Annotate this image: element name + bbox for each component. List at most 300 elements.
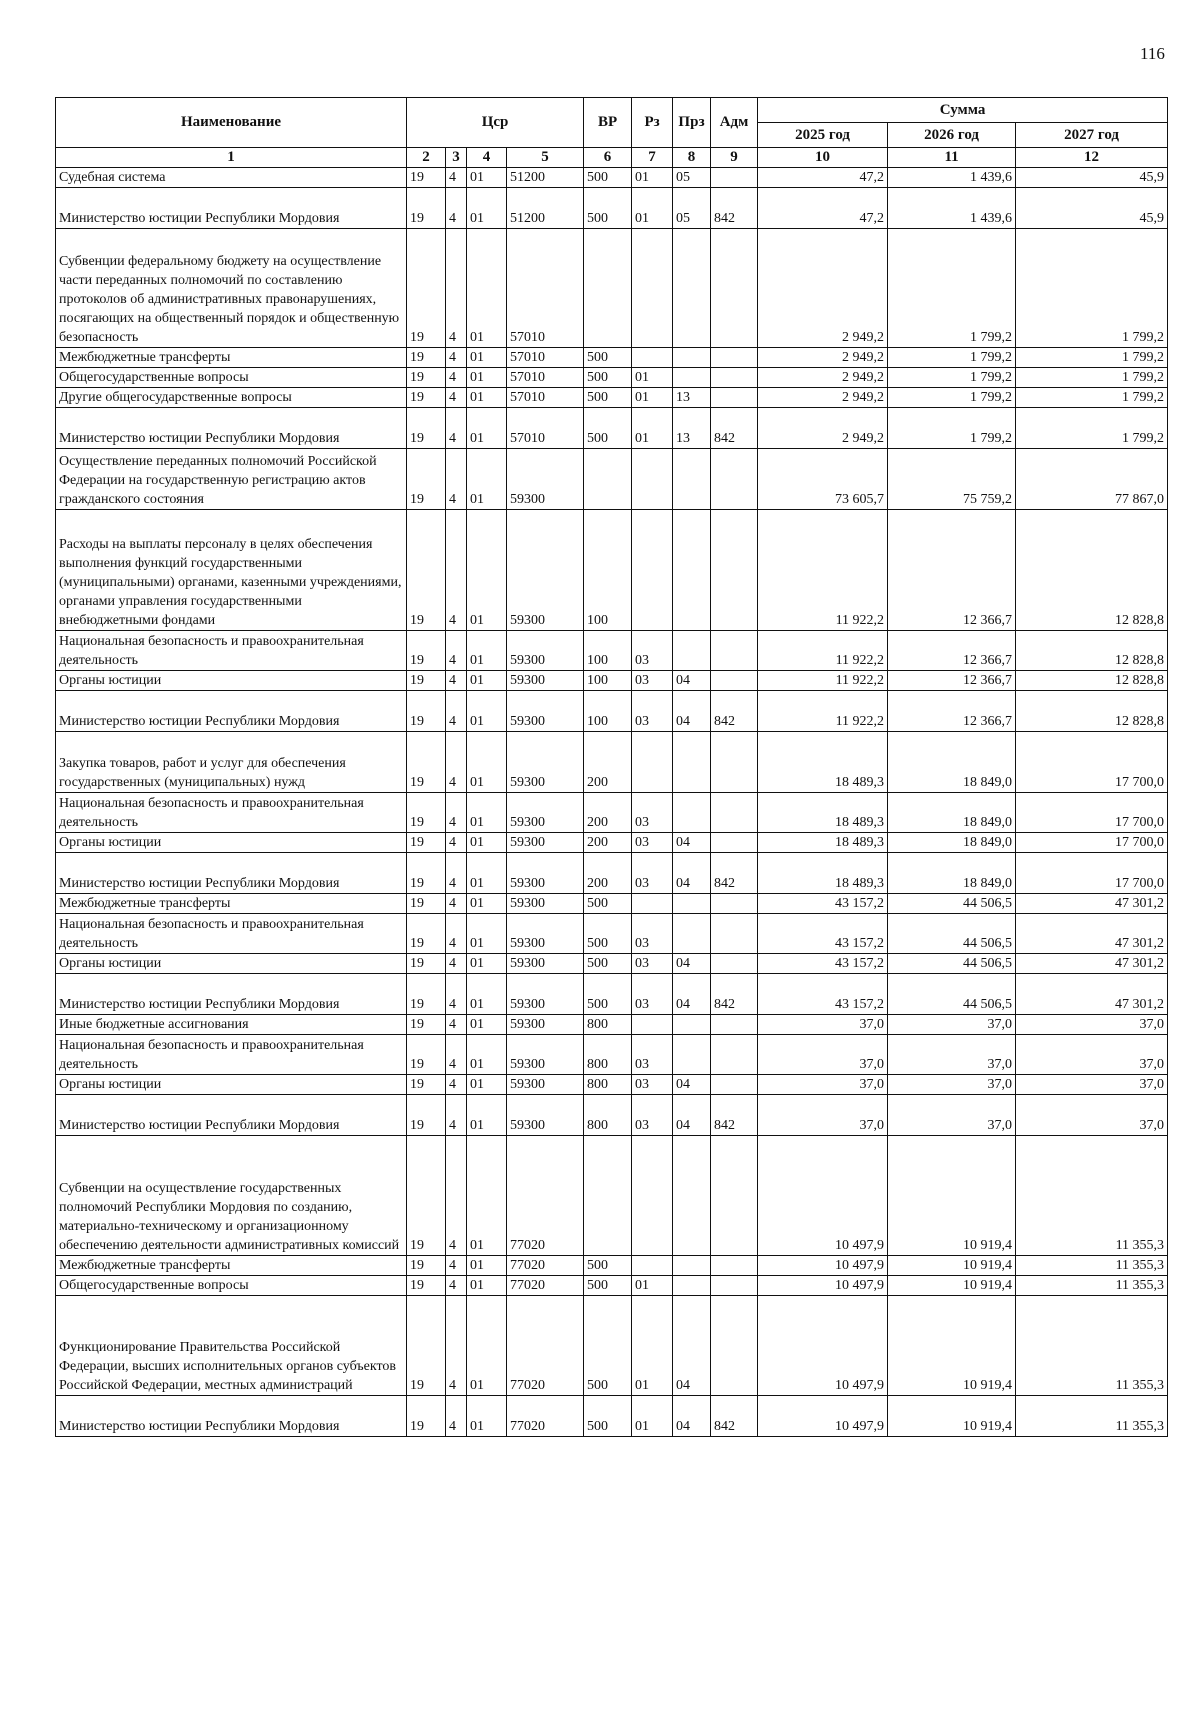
row-sum-2026: 75 759,2 — [888, 449, 1016, 510]
table-row — [56, 974, 1168, 1015]
row-adm — [711, 671, 758, 691]
row-name: Общегосударственные вопросы — [56, 368, 407, 388]
row-code-3: 4 — [446, 671, 467, 691]
row-rz: 03 — [632, 1075, 673, 1095]
row-prz: 04 — [673, 1396, 711, 1437]
row-vr: 100 — [584, 631, 632, 671]
row-adm — [711, 954, 758, 974]
row-name: Межбюджетные трансферты — [56, 1256, 407, 1276]
row-vr: 200 — [584, 793, 632, 833]
row-vr: 100 — [584, 691, 632, 732]
row-vr: 800 — [584, 1075, 632, 1095]
row-sum-2026: 1 439,6 — [888, 188, 1016, 229]
row-sum-2026: 1 439,6 — [888, 168, 1016, 188]
row-name: Национальная безопасность и правоохранительная деятельность — [56, 1035, 407, 1075]
row-code-3: 4 — [446, 449, 467, 510]
row-rz — [632, 449, 673, 510]
row-sum-2027: 47 301,2 — [1016, 894, 1168, 914]
row-code-5: 57010 — [507, 229, 584, 348]
row-sum-2026: 18 849,0 — [888, 833, 1016, 853]
row-rz — [632, 894, 673, 914]
row-code-4: 01 — [467, 1296, 507, 1396]
row-sum-2025: 37,0 — [758, 1075, 888, 1095]
row-code-2: 19 — [407, 954, 446, 974]
row-sum-2027: 47 301,2 — [1016, 974, 1168, 1015]
row-name: Общегосударственные вопросы — [56, 1276, 407, 1296]
row-sum-2027: 45,9 — [1016, 188, 1168, 229]
row-adm — [711, 1075, 758, 1095]
row-adm — [711, 388, 758, 408]
row-prz: 05 — [673, 188, 711, 229]
row-vr: 500 — [584, 348, 632, 368]
row-sum-2027: 37,0 — [1016, 1095, 1168, 1136]
col-number: 4 — [467, 148, 507, 168]
row-vr: 500 — [584, 188, 632, 229]
row-code-2: 19 — [407, 168, 446, 188]
table-row — [56, 793, 1168, 833]
header-year-2025: 2025 год — [758, 123, 888, 148]
row-code-5: 59300 — [507, 914, 584, 954]
row-vr: 500 — [584, 914, 632, 954]
row-sum-2026: 1 799,2 — [888, 229, 1016, 348]
row-sum-2026: 12 366,7 — [888, 691, 1016, 732]
row-code-4: 01 — [467, 510, 507, 631]
row-sum-2027: 1 799,2 — [1016, 408, 1168, 449]
row-code-4: 01 — [467, 954, 507, 974]
row-prz — [673, 1136, 711, 1256]
row-code-3: 4 — [446, 793, 467, 833]
row-sum-2025: 10 497,9 — [758, 1276, 888, 1296]
row-sum-2026: 10 919,4 — [888, 1396, 1016, 1437]
row-name: Закупка товаров, работ и услуг для обеспечения государственных (муниципальных) нужд — [56, 732, 407, 793]
row-sum-2026: 10 919,4 — [888, 1276, 1016, 1296]
row-code-5: 59300 — [507, 1035, 584, 1075]
row-code-3: 4 — [446, 691, 467, 732]
table-row — [56, 833, 1168, 853]
row-rz: 01 — [632, 188, 673, 229]
row-code-4: 01 — [467, 1256, 507, 1276]
column-number-row — [56, 148, 1168, 168]
row-code-4: 01 — [467, 1015, 507, 1035]
header-year-2027: 2027 год — [1016, 123, 1168, 148]
row-sum-2025: 2 949,2 — [758, 368, 888, 388]
row-code-4: 01 — [467, 168, 507, 188]
budget-table — [55, 97, 1168, 1437]
row-rz — [632, 1256, 673, 1276]
row-sum-2026: 37,0 — [888, 1035, 1016, 1075]
row-code-2: 19 — [407, 408, 446, 449]
row-code-3: 4 — [446, 1075, 467, 1095]
row-name: Субвенции федеральному бюджету на осуществление части переданных полномочий по составлению протоколов об административных правонарушениях, посягающих на общественный порядок и общественную безопасность — [56, 229, 407, 348]
row-code-5: 57010 — [507, 348, 584, 368]
row-sum-2027: 11 355,3 — [1016, 1256, 1168, 1276]
row-code-3: 4 — [446, 732, 467, 793]
row-rz: 03 — [632, 691, 673, 732]
row-sum-2025: 11 922,2 — [758, 631, 888, 671]
row-sum-2027: 17 700,0 — [1016, 853, 1168, 894]
row-sum-2027: 77 867,0 — [1016, 449, 1168, 510]
row-vr: 500 — [584, 1276, 632, 1296]
row-code-2: 19 — [407, 510, 446, 631]
table-row — [56, 853, 1168, 894]
row-sum-2025: 10 497,9 — [758, 1136, 888, 1256]
row-prz — [673, 1015, 711, 1035]
row-sum-2026: 44 506,5 — [888, 914, 1016, 954]
row-name: Министерство юстиции Республики Мордовия — [56, 853, 407, 894]
row-adm — [711, 168, 758, 188]
table-row — [56, 368, 1168, 388]
row-prz: 04 — [673, 671, 711, 691]
table-row — [56, 449, 1168, 510]
table-row — [56, 1095, 1168, 1136]
row-sum-2027: 1 799,2 — [1016, 368, 1168, 388]
row-code-5: 59300 — [507, 691, 584, 732]
row-code-3: 4 — [446, 974, 467, 1015]
row-code-5: 59300 — [507, 894, 584, 914]
col-number: 2 — [407, 148, 446, 168]
row-code-2: 19 — [407, 1296, 446, 1396]
row-prz — [673, 1276, 711, 1296]
row-adm — [711, 449, 758, 510]
row-prz — [673, 894, 711, 914]
row-adm — [711, 793, 758, 833]
row-sum-2027: 37,0 — [1016, 1035, 1168, 1075]
row-code-5: 77020 — [507, 1396, 584, 1437]
table-row — [56, 691, 1168, 732]
row-code-2: 19 — [407, 1256, 446, 1276]
row-rz: 01 — [632, 408, 673, 449]
row-code-2: 19 — [407, 1396, 446, 1437]
row-rz — [632, 510, 673, 631]
row-sum-2027: 17 700,0 — [1016, 732, 1168, 793]
row-code-4: 01 — [467, 732, 507, 793]
row-adm — [711, 631, 758, 671]
row-code-2: 19 — [407, 974, 446, 1015]
row-sum-2025: 43 157,2 — [758, 974, 888, 1015]
row-vr: 500 — [584, 408, 632, 449]
row-code-5: 57010 — [507, 408, 584, 449]
row-sum-2025: 73 605,7 — [758, 449, 888, 510]
col-number: 6 — [584, 148, 632, 168]
row-prz: 13 — [673, 408, 711, 449]
row-sum-2025: 37,0 — [758, 1015, 888, 1035]
row-code-5: 59300 — [507, 1095, 584, 1136]
row-code-3: 4 — [446, 894, 467, 914]
row-code-5: 51200 — [507, 188, 584, 229]
row-sum-2026: 12 366,7 — [888, 631, 1016, 671]
row-prz — [673, 1256, 711, 1276]
row-code-5: 77020 — [507, 1256, 584, 1276]
table-row — [56, 954, 1168, 974]
row-code-2: 19 — [407, 229, 446, 348]
row-code-3: 4 — [446, 853, 467, 894]
row-name: Министерство юстиции Республики Мордовия — [56, 1095, 407, 1136]
table-row — [56, 1256, 1168, 1276]
row-code-4: 01 — [467, 914, 507, 954]
row-name: Другие общегосударственные вопросы — [56, 388, 407, 408]
row-rz: 03 — [632, 833, 673, 853]
row-name: Национальная безопасность и правоохранительная деятельность — [56, 793, 407, 833]
row-vr: 500 — [584, 974, 632, 1015]
row-code-2: 19 — [407, 1276, 446, 1296]
table-row — [56, 1035, 1168, 1075]
row-prz — [673, 348, 711, 368]
row-code-2: 19 — [407, 833, 446, 853]
row-prz: 04 — [673, 1095, 711, 1136]
row-adm — [711, 229, 758, 348]
row-sum-2027: 12 828,8 — [1016, 510, 1168, 631]
row-vr: 500 — [584, 368, 632, 388]
row-name: Иные бюджетные ассигнования — [56, 1015, 407, 1035]
row-code-4: 01 — [467, 631, 507, 671]
row-sum-2027: 12 828,8 — [1016, 671, 1168, 691]
row-code-3: 4 — [446, 168, 467, 188]
row-sum-2027: 1 799,2 — [1016, 388, 1168, 408]
row-code-3: 4 — [446, 1296, 467, 1396]
row-code-5: 59300 — [507, 671, 584, 691]
row-sum-2025: 43 157,2 — [758, 914, 888, 954]
row-code-5: 77020 — [507, 1296, 584, 1396]
row-sum-2027: 1 799,2 — [1016, 348, 1168, 368]
row-sum-2026: 18 849,0 — [888, 732, 1016, 793]
row-sum-2025: 11 922,2 — [758, 510, 888, 631]
row-prz — [673, 1035, 711, 1075]
row-code-3: 4 — [446, 1015, 467, 1035]
row-adm — [711, 1136, 758, 1256]
row-code-4: 01 — [467, 1276, 507, 1296]
row-sum-2025: 2 949,2 — [758, 388, 888, 408]
row-name: Национальная безопасность и правоохранительная деятельность — [56, 914, 407, 954]
table-row — [56, 894, 1168, 914]
row-adm: 842 — [711, 1396, 758, 1437]
row-prz: 04 — [673, 1296, 711, 1396]
row-sum-2026: 12 366,7 — [888, 510, 1016, 631]
row-code-2: 19 — [407, 348, 446, 368]
row-adm — [711, 732, 758, 793]
row-vr: 200 — [584, 833, 632, 853]
row-name: Органы юстиции — [56, 833, 407, 853]
row-code-3: 4 — [446, 833, 467, 853]
row-code-5: 59300 — [507, 631, 584, 671]
row-vr — [584, 229, 632, 348]
table-row — [56, 1276, 1168, 1296]
row-sum-2025: 43 157,2 — [758, 894, 888, 914]
row-code-2: 19 — [407, 188, 446, 229]
row-sum-2025: 18 489,3 — [758, 853, 888, 894]
col-number: 3 — [446, 148, 467, 168]
row-code-4: 01 — [467, 894, 507, 914]
row-name: Органы юстиции — [56, 954, 407, 974]
row-vr — [584, 1136, 632, 1256]
header-name: Наименование — [56, 98, 407, 148]
row-rz: 03 — [632, 914, 673, 954]
row-adm: 842 — [711, 188, 758, 229]
row-code-2: 19 — [407, 894, 446, 914]
row-code-5: 59300 — [507, 793, 584, 833]
row-rz — [632, 348, 673, 368]
row-vr — [584, 449, 632, 510]
row-sum-2026: 37,0 — [888, 1075, 1016, 1095]
col-number: 12 — [1016, 148, 1168, 168]
row-code-4: 01 — [467, 833, 507, 853]
row-prz — [673, 449, 711, 510]
row-prz — [673, 732, 711, 793]
row-vr: 500 — [584, 168, 632, 188]
row-sum-2025: 37,0 — [758, 1095, 888, 1136]
row-prz — [673, 793, 711, 833]
row-name: Министерство юстиции Республики Мордовия — [56, 408, 407, 449]
row-sum-2027: 11 355,3 — [1016, 1396, 1168, 1437]
col-number: 9 — [711, 148, 758, 168]
row-adm: 842 — [711, 1095, 758, 1136]
row-sum-2027: 37,0 — [1016, 1075, 1168, 1095]
row-sum-2025: 2 949,2 — [758, 408, 888, 449]
row-name: Министерство юстиции Республики Мордовия — [56, 188, 407, 229]
row-sum-2026: 10 919,4 — [888, 1256, 1016, 1276]
row-code-2: 19 — [407, 1075, 446, 1095]
table-row — [56, 1296, 1168, 1396]
row-vr: 500 — [584, 1396, 632, 1437]
row-sum-2026: 18 849,0 — [888, 793, 1016, 833]
row-code-4: 01 — [467, 974, 507, 1015]
row-sum-2025: 18 489,3 — [758, 732, 888, 793]
table-row — [56, 671, 1168, 691]
row-rz: 03 — [632, 954, 673, 974]
row-code-5: 59300 — [507, 853, 584, 894]
row-sum-2027: 47 301,2 — [1016, 914, 1168, 954]
row-vr: 100 — [584, 510, 632, 631]
row-sum-2026: 1 799,2 — [888, 368, 1016, 388]
row-prz: 04 — [673, 833, 711, 853]
row-adm — [711, 1276, 758, 1296]
row-code-4: 01 — [467, 1095, 507, 1136]
row-vr: 200 — [584, 853, 632, 894]
row-prz: 04 — [673, 954, 711, 974]
row-sum-2026: 1 799,2 — [888, 388, 1016, 408]
row-rz: 03 — [632, 793, 673, 833]
row-code-4: 01 — [467, 229, 507, 348]
row-vr: 800 — [584, 1095, 632, 1136]
row-sum-2026: 37,0 — [888, 1015, 1016, 1035]
col-number: 10 — [758, 148, 888, 168]
row-code-2: 19 — [407, 368, 446, 388]
row-sum-2025: 10 497,9 — [758, 1256, 888, 1276]
row-vr: 200 — [584, 732, 632, 793]
row-adm — [711, 368, 758, 388]
row-vr: 500 — [584, 388, 632, 408]
row-code-2: 19 — [407, 793, 446, 833]
col-number: 1 — [56, 148, 407, 168]
row-name: Расходы на выплаты персоналу в целях обеспечения выполнения функций государственными (муниципальными) органами, казенными учреждениями, органами управления государственными внебюджетными фондами — [56, 510, 407, 631]
table-row — [56, 1015, 1168, 1035]
header-csr: Цср — [407, 98, 584, 148]
row-prz: 13 — [673, 388, 711, 408]
row-adm — [711, 833, 758, 853]
row-code-4: 01 — [467, 449, 507, 510]
row-sum-2025: 47,2 — [758, 168, 888, 188]
col-number: 7 — [632, 148, 673, 168]
row-rz — [632, 732, 673, 793]
row-name: Межбюджетные трансферты — [56, 348, 407, 368]
row-code-3: 4 — [446, 954, 467, 974]
row-rz: 01 — [632, 368, 673, 388]
row-rz — [632, 1136, 673, 1256]
row-code-3: 4 — [446, 510, 467, 631]
row-sum-2027: 37,0 — [1016, 1015, 1168, 1035]
row-sum-2025: 11 922,2 — [758, 691, 888, 732]
row-sum-2027: 17 700,0 — [1016, 793, 1168, 833]
row-code-5: 57010 — [507, 388, 584, 408]
row-prz: 05 — [673, 168, 711, 188]
row-code-2: 19 — [407, 388, 446, 408]
row-rz: 01 — [632, 388, 673, 408]
table-row — [56, 408, 1168, 449]
row-rz: 03 — [632, 853, 673, 894]
row-sum-2027: 17 700,0 — [1016, 833, 1168, 853]
row-name: Субвенции на осуществление государственных полномочий Республики Мордовия по созданию, материально-техническому и организационному обеспечению деятельности административных комиссий — [56, 1136, 407, 1256]
row-sum-2026: 10 919,4 — [888, 1296, 1016, 1396]
row-vr: 500 — [584, 894, 632, 914]
row-name: Функционирование Правительства Российской Федерации, высших исполнительных органов субъектов Российской Федерации, местных администраций — [56, 1296, 407, 1396]
row-code-3: 4 — [446, 1095, 467, 1136]
row-code-2: 19 — [407, 732, 446, 793]
header-rz: Рз — [632, 98, 673, 148]
row-code-5: 57010 — [507, 368, 584, 388]
row-code-3: 4 — [446, 1396, 467, 1437]
row-code-4: 01 — [467, 671, 507, 691]
row-code-3: 4 — [446, 188, 467, 229]
row-code-2: 19 — [407, 449, 446, 510]
header-vr: ВР — [584, 98, 632, 148]
table-row — [56, 1075, 1168, 1095]
row-code-3: 4 — [446, 1276, 467, 1296]
row-code-5: 59300 — [507, 732, 584, 793]
table-row — [56, 732, 1168, 793]
row-prz — [673, 368, 711, 388]
row-code-3: 4 — [446, 914, 467, 954]
row-sum-2025: 10 497,9 — [758, 1396, 888, 1437]
row-name: Судебная система — [56, 168, 407, 188]
row-sum-2026: 44 506,5 — [888, 894, 1016, 914]
row-code-2: 19 — [407, 1035, 446, 1075]
row-code-4: 01 — [467, 1075, 507, 1095]
row-adm: 842 — [711, 853, 758, 894]
row-name: Министерство юстиции Республики Мордовия — [56, 974, 407, 1015]
row-name: Органы юстиции — [56, 1075, 407, 1095]
row-sum-2026: 44 506,5 — [888, 954, 1016, 974]
row-adm: 842 — [711, 974, 758, 1015]
row-prz — [673, 229, 711, 348]
row-name: Министерство юстиции Республики Мордовия — [56, 691, 407, 732]
page-number: 116 — [1140, 44, 1165, 63]
col-number: 8 — [673, 148, 711, 168]
row-adm: 842 — [711, 408, 758, 449]
row-prz: 04 — [673, 853, 711, 894]
row-code-4: 01 — [467, 691, 507, 732]
row-vr: 100 — [584, 671, 632, 691]
row-prz: 04 — [673, 1075, 711, 1095]
row-prz — [673, 914, 711, 954]
row-sum-2025: 2 949,2 — [758, 348, 888, 368]
row-vr: 800 — [584, 1015, 632, 1035]
row-adm — [711, 914, 758, 954]
row-sum-2026: 18 849,0 — [888, 853, 1016, 894]
row-adm — [711, 894, 758, 914]
row-sum-2027: 11 355,3 — [1016, 1276, 1168, 1296]
row-vr: 500 — [584, 1256, 632, 1276]
table-row — [56, 631, 1168, 671]
row-code-5: 77020 — [507, 1276, 584, 1296]
